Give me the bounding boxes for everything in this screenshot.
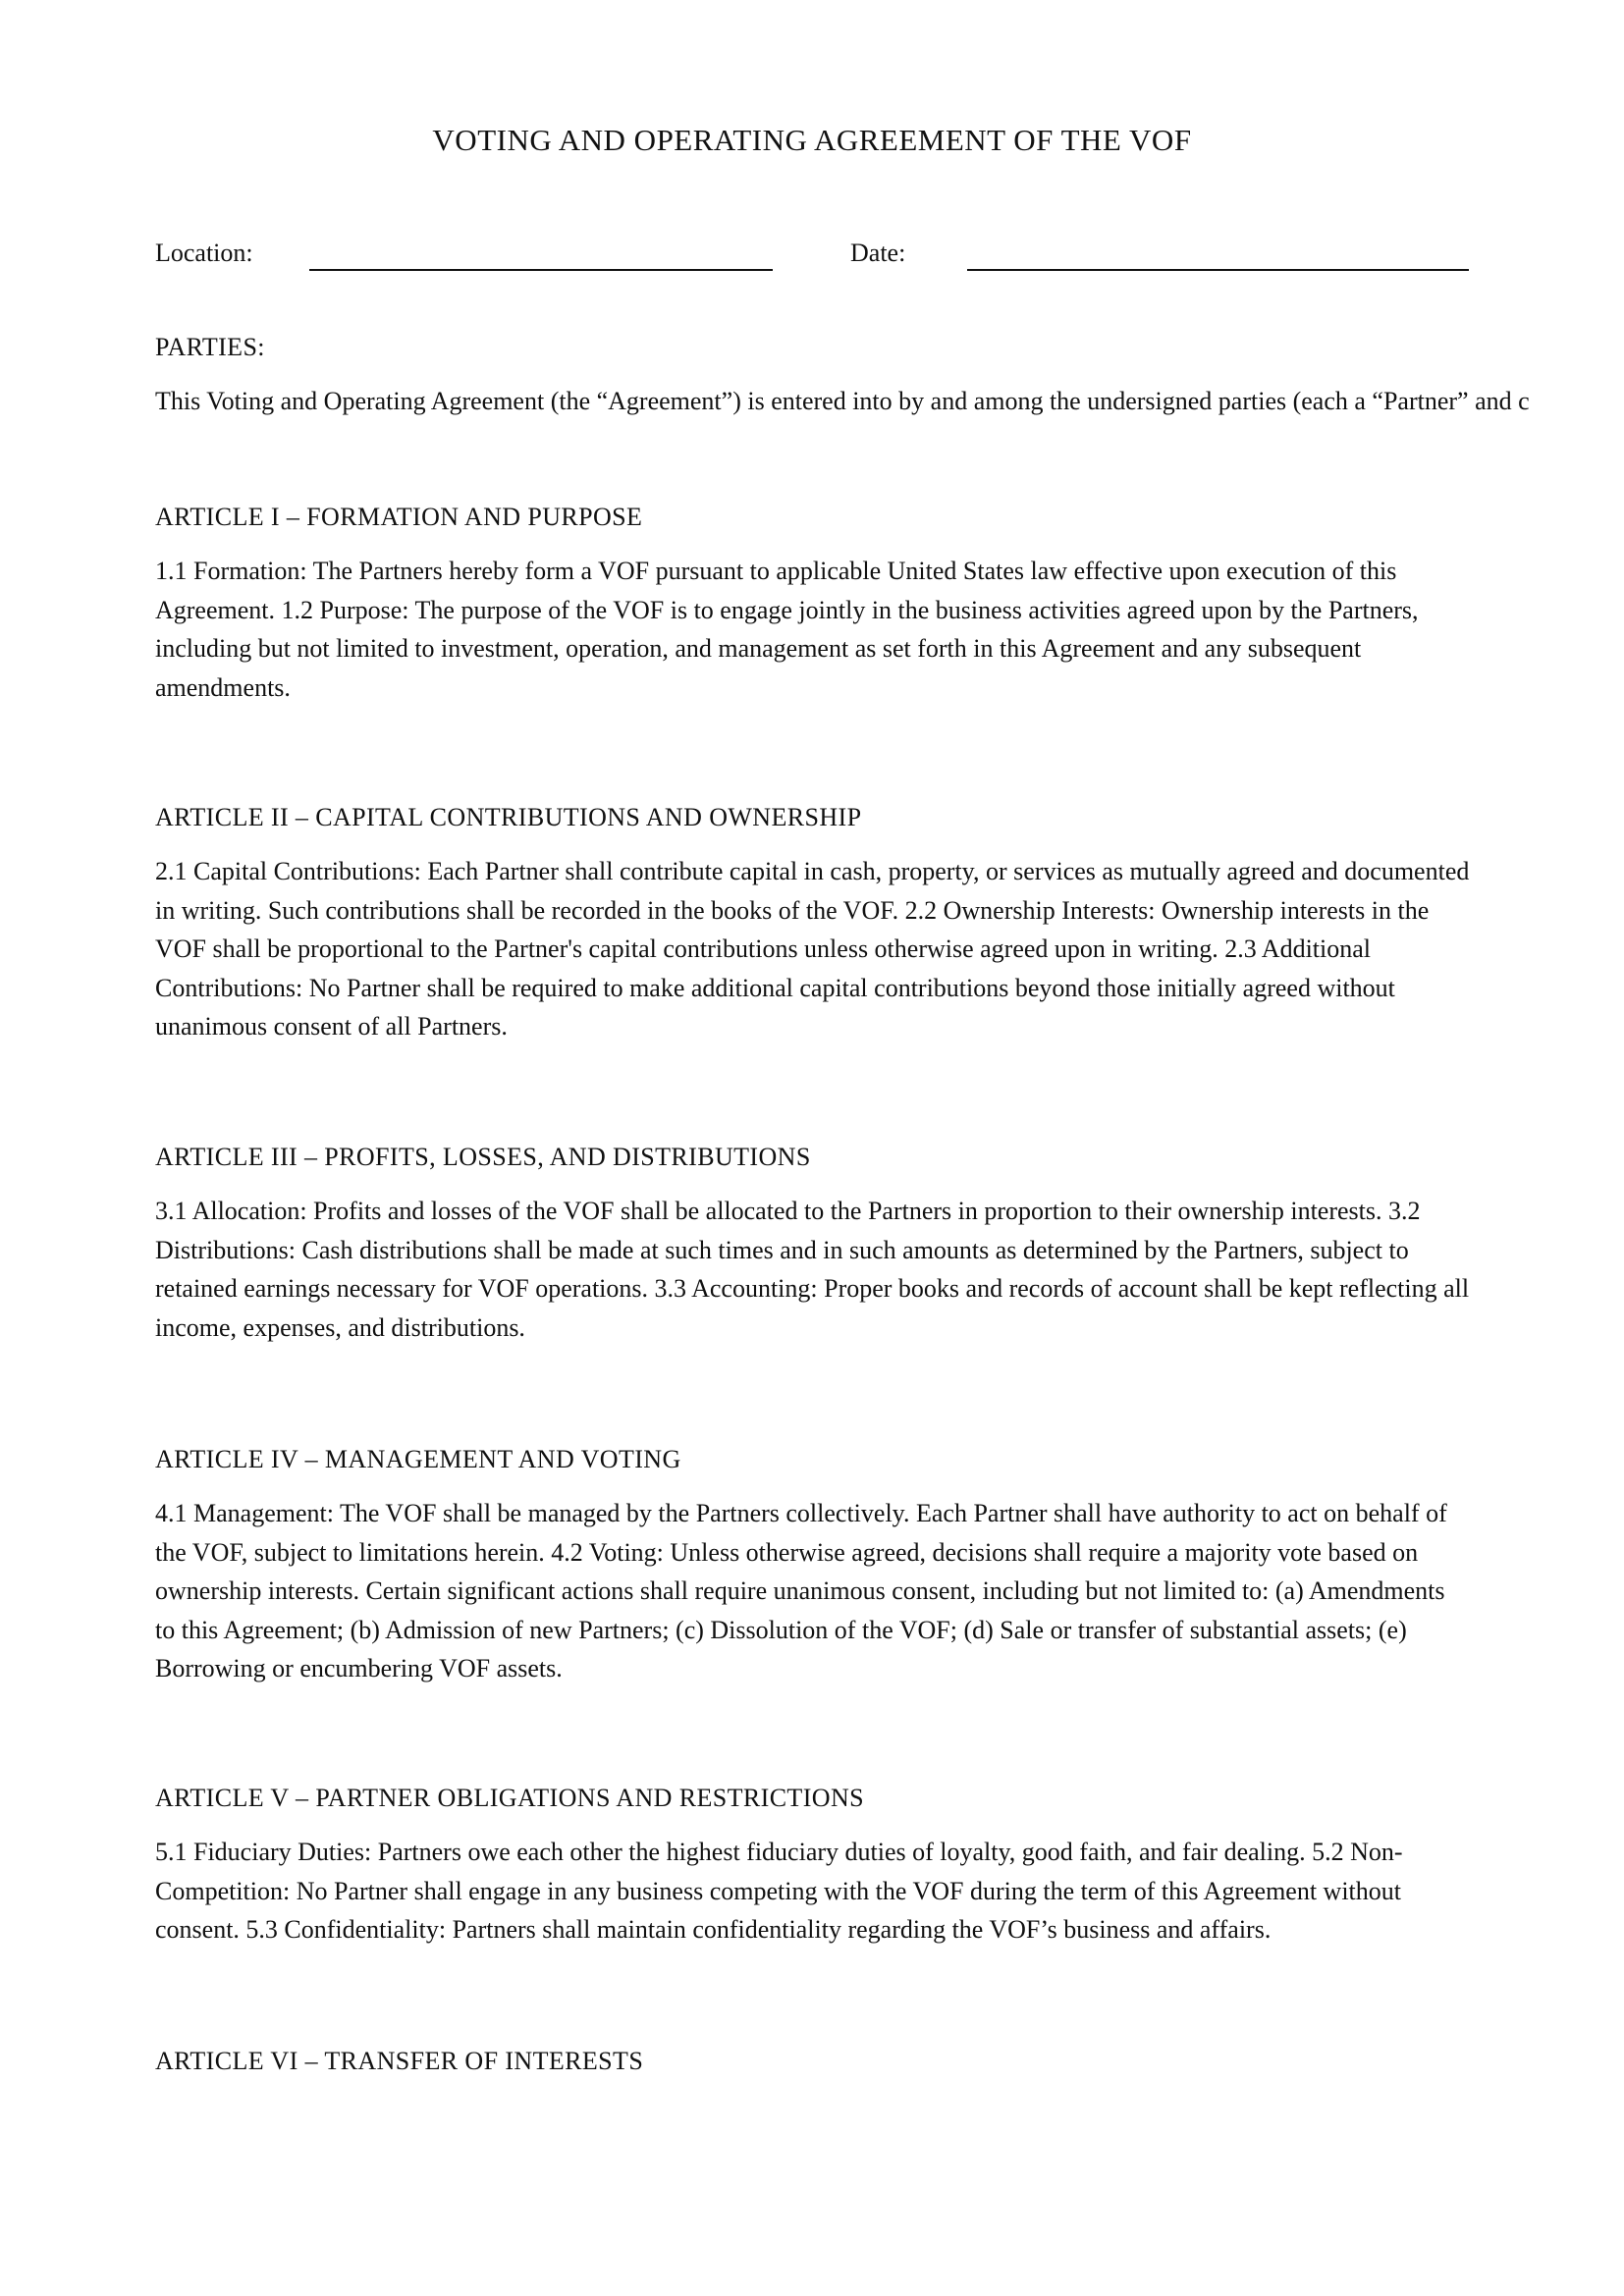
parties-text: This Voting and Operating Agreement (the “Agreement”) is entered into by and among the undersigned parties (each a “Partner” and c xyxy=(155,387,1530,415)
article-2-heading: ARTICLE II – CAPITAL CONTRIBUTIONS AND OWNERSHIP xyxy=(155,803,862,831)
article-1-heading: ARTICLE I – FORMATION AND PURPOSE xyxy=(155,503,643,531)
article-3-text: 3.1 Allocation: Profits and losses of the VOF shall be allocated to the Partners in proportion to their ownership interests. 3.2 Distributions: Cash distributions shall be made at such times and in such amounts as determined by the Partners, subject to retained earnings necessary for VOF operations. 3.3 Accounting: Proper books and records of account shall be kept reflecting all income, expenses, and distributions. xyxy=(155,1197,1470,1342)
article-5-text: 5.1 Fiduciary Duties: Partners owe each other the highest fiduciary duties of loyalty, good faith, and fair dealing. 5.2 Non-Competition: No Partner shall engage in any business competing with the VOF during the term of this Agreement without consent. 5.3 Confidentiality: Partners shall maintain confidentiality regarding the VOF’s business and affairs. xyxy=(155,1838,1403,1944)
location-label: Location: xyxy=(155,239,253,267)
article-4-text: 4.1 Management: The VOF shall be managed by the Partners collectively. Each Partner shall have authority to act on behalf of the VOF, subject to limitations herein. 4.2 Voting: Unless otherwise agreed, decisions shall require a majority vote based on ownership interests. Certain significant actions shall require unanimous consent, including but not limited to: (a) Amendments to this Agreement; (b) Admission of new Partners; (c) Dissolution of the VOF; (d) Sale or transfer of substantial assets; (e) Borrowing or encumbering VOF assets. xyxy=(155,1499,1447,1682)
parties-heading: PARTIES: xyxy=(155,333,265,361)
article-3-heading: ARTICLE III – PROFITS, LOSSES, AND DISTRIBUTIONS xyxy=(155,1143,811,1171)
article-5-heading: ARTICLE V – PARTNER OBLIGATIONS AND RESTRICTIONS xyxy=(155,1784,864,1812)
date-field-line[interactable] xyxy=(967,269,1469,271)
article-2-text: 2.1 Capital Contributions: Each Partner shall contribute capital in cash, property, or services as mutually agreed and documented in writing. Such contributions shall be recorded in the books of the VOF. 2.2 Ownership Interests: Ownership interests in the VOF shall be proportional to the Partner's capital contributions unless otherwise agreed upon in writing. 2.3 Additional Contributions: No Partner shall be required to make additional capital contributions beyond those initially agreed without unanimous consent of all Partners. xyxy=(155,857,1470,1041)
date-label: Date: xyxy=(850,239,906,267)
document-title: VOTING AND OPERATING AGREEMENT OF THE VOF xyxy=(432,123,1192,157)
location-field-line[interactable] xyxy=(309,269,773,271)
article-6-heading: ARTICLE VI – TRANSFER OF INTERESTS xyxy=(155,2047,644,2075)
article-4-heading: ARTICLE IV – MANAGEMENT AND VOTING xyxy=(155,1445,681,1473)
article-1-text: 1.1 Formation: The Partners hereby form a VOF pursuant to applicable United States law effective upon execution of this Agreement. 1.2 Purpose: The purpose of the VOF is to engage jointly in the business activities agreed upon by the Partners, including but not limited to investment, operation, and management as set forth in this Agreement and any subsequent amendments. xyxy=(155,557,1419,702)
